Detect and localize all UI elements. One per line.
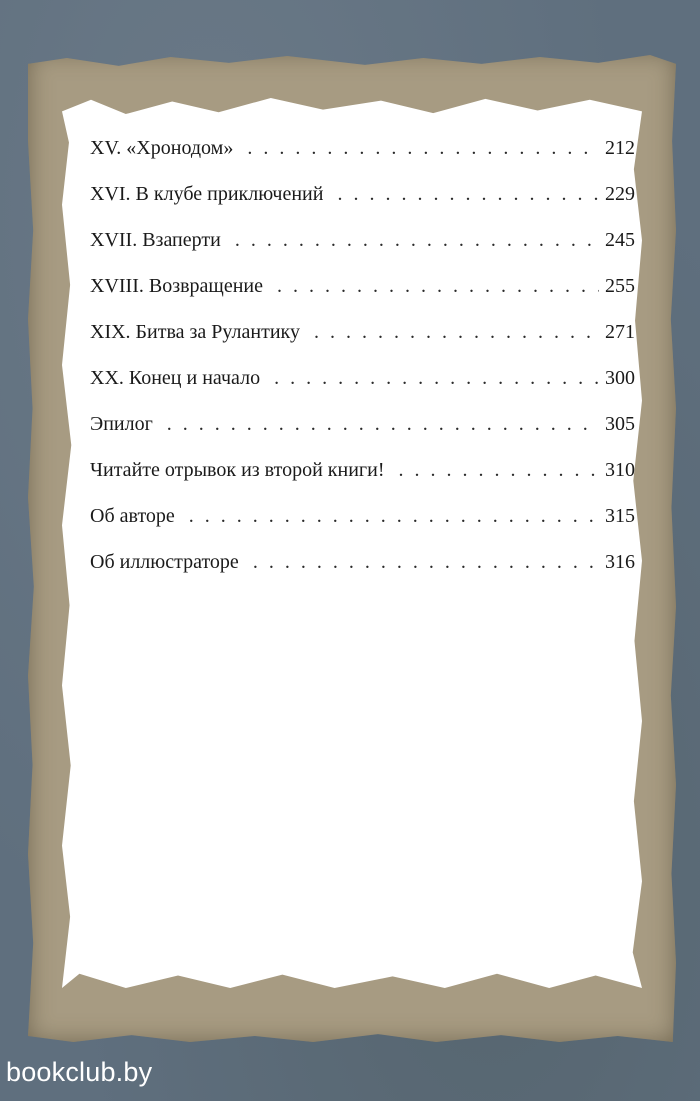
toc-entry-title: XVII. Взаперти [90,229,221,251]
dot-leader [235,228,599,252]
toc-entry-page: 229 [605,183,635,205]
toc-entry-title: Об авторе [90,505,175,527]
toc-entry[interactable] [90,458,635,504]
dot-leader [274,366,599,390]
dot-leader [277,274,599,298]
toc-entry-title: Об иллюстраторе [90,551,239,573]
dot-leader [247,136,599,160]
toc-entry[interactable] [90,228,635,274]
dot-leader [189,504,599,528]
toc-entry-title: Эпилог [90,413,153,435]
toc-entry-page: 212 [605,137,635,159]
toc-entry[interactable] [90,550,635,596]
toc-entry[interactable] [90,274,635,320]
toc-entry-title: Читайте отрывок из второй книги! [90,459,385,481]
toc-entry[interactable] [90,504,635,550]
toc-entry[interactable] [90,366,635,412]
toc-entry-page: 305 [605,413,635,435]
toc-entry[interactable] [90,136,635,182]
toc-entry-title: XVI. В клубе приключений [90,183,324,205]
toc-entry[interactable] [90,182,635,228]
toc-entry-title: XV. «Хронодом» [90,137,234,159]
toc-entry-page: 315 [605,505,635,527]
toc-entry-title: XX. Конец и начало [90,367,261,389]
dot-leader [337,182,599,206]
toc-entry-title: XIX. Битва за Рулантику [90,321,300,343]
dot-leader [398,458,599,482]
toc-entry-page: 255 [605,275,635,297]
dot-leader [167,412,599,436]
dot-leader [314,320,599,344]
toc-entry-page: 300 [605,367,635,389]
toc-entry-page: 271 [605,321,635,343]
dot-leader [253,550,599,574]
toc-entry[interactable] [90,320,635,366]
toc-entry-title: XVIII. Возвращение [90,275,263,297]
table-of-contents [90,136,635,596]
toc-entry-page: 316 [605,551,635,573]
toc-entry[interactable] [90,412,635,458]
watermark-text: bookclub.by [6,1057,153,1087]
toc-entry-page: 245 [605,229,635,251]
toc-entry-page: 310 [605,459,635,481]
